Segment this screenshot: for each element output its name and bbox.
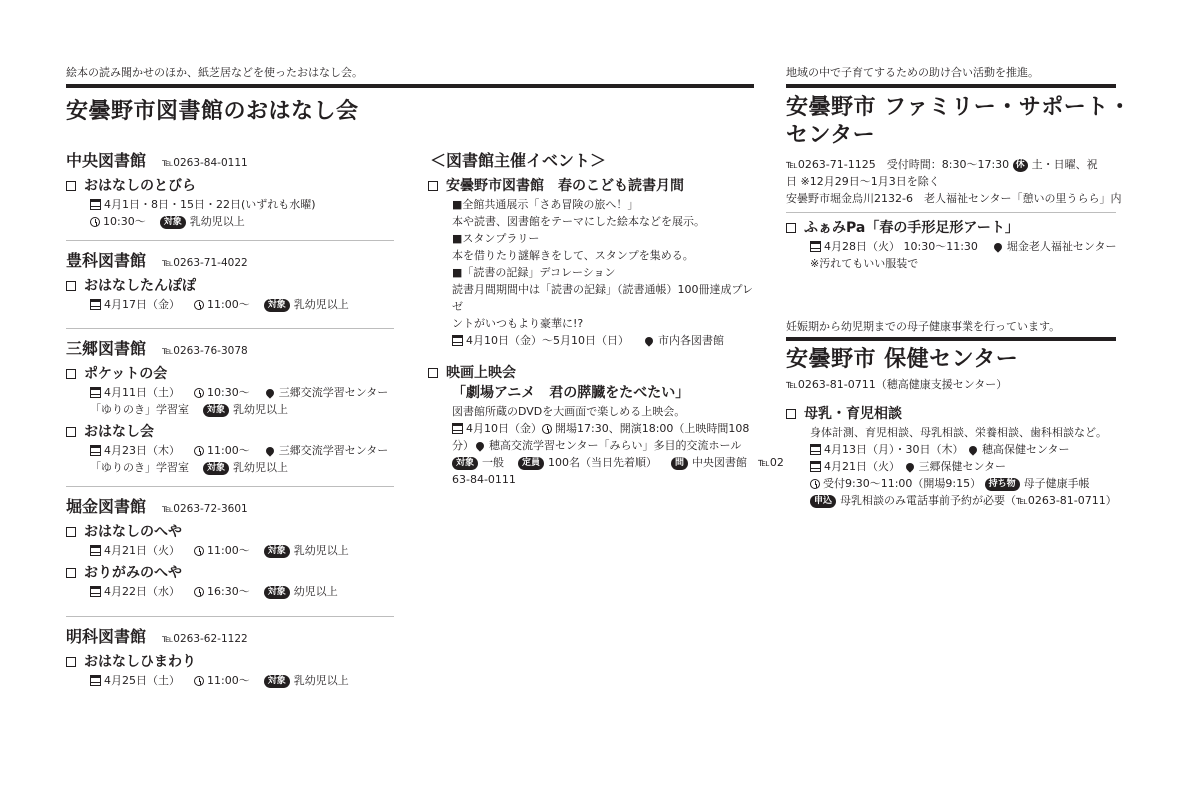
- left-divider: [66, 84, 754, 88]
- checkbox-icon[interactable]: [428, 181, 438, 191]
- label-badge: 問: [671, 457, 688, 470]
- event-body: [428, 196, 754, 332]
- meta-text: 4月22日（水）: [104, 585, 180, 598]
- event-subtitle: 「劇場アニメ 君の膵臓をたべたい」: [452, 385, 690, 401]
- event-item: [66, 522, 394, 559]
- library-block: [66, 626, 394, 689]
- checkbox-icon[interactable]: [66, 281, 76, 291]
- library-tel: ℡0263-76-3078: [162, 345, 248, 357]
- calendar-icon: [452, 423, 463, 434]
- meta-text: 11:00～: [207, 674, 250, 687]
- event-title: おはなしたんぽぽ: [66, 276, 394, 296]
- bring-badge: 持ち物: [985, 478, 1020, 491]
- library-block: [66, 250, 394, 313]
- event-note: ※汚れてもいい服装で: [810, 257, 919, 270]
- checkbox-icon[interactable]: [66, 427, 76, 437]
- clock-icon: [194, 587, 204, 597]
- library-tel: ℡0263-84-0111: [162, 157, 248, 169]
- event-item: [66, 422, 394, 476]
- event-desc: 身体計測、育児相談、母乳相談、栄養相談、歯科相談など。: [810, 426, 1107, 439]
- body-line: 本を借りたり謎解きをして、スタンプを集める。: [452, 249, 694, 262]
- meta-text: 分）: [452, 439, 474, 452]
- checkbox-icon[interactable]: [66, 181, 76, 191]
- event-meta: [428, 420, 784, 488]
- calendar-icon: [90, 675, 101, 686]
- health-intro: 妊娠期から幼児期までの母子健康事業を行っています。: [786, 320, 1061, 333]
- meta-text: 幼児以上: [293, 585, 338, 598]
- event-title: おりがみのへや: [66, 563, 394, 583]
- page-title: 安曇野市図書館のおはなし会: [66, 99, 359, 124]
- location-icon: [643, 335, 654, 346]
- calendar-icon: [452, 335, 463, 346]
- library-separator: [66, 486, 394, 487]
- meta-text: 乳幼児以上: [293, 298, 349, 311]
- family-divider: [786, 84, 1116, 88]
- event-item: [66, 652, 394, 689]
- calendar-icon: [810, 241, 821, 252]
- meta-text: 市内各図書館: [658, 334, 724, 347]
- event-meta: [428, 332, 754, 349]
- event-title: ふぁみPa「春の手形足形アート」: [786, 218, 1116, 238]
- location-icon: [992, 241, 1003, 252]
- meta-text: 11:00～: [207, 444, 250, 457]
- calendar-icon: [90, 199, 101, 210]
- event-title: 安曇野市図書館 春のこども読書月間: [428, 176, 754, 196]
- calendar-icon: [90, 545, 101, 556]
- body-line: ■スタンプラリー: [452, 232, 540, 245]
- checkbox-icon[interactable]: [66, 369, 76, 379]
- body-line: ■「読書の記録」デコレーション: [452, 266, 616, 279]
- label-badge: 対象: [264, 299, 290, 312]
- label-badge: 対象: [203, 404, 229, 417]
- calendar-icon: [90, 387, 101, 398]
- event-body: [428, 403, 754, 420]
- library-tel: ℡0263-62-1122: [162, 633, 248, 645]
- event-item: [66, 276, 394, 313]
- event-meta: 4月28日（火） 10:30～11:30 堀金老人福祉センター: [786, 238, 1116, 255]
- event-title: 映画上映会: [428, 363, 754, 383]
- label-badge: 定員: [518, 457, 544, 470]
- calendar-icon: [90, 299, 101, 310]
- checkbox-icon[interactable]: [66, 657, 76, 667]
- meta-text: 16:30～: [207, 585, 250, 598]
- health-title: 安曇野市 保健センター: [786, 347, 1019, 372]
- event-title: おはなしのとびら: [66, 176, 394, 196]
- apply-badge: 申込: [810, 495, 836, 508]
- family-title: 安曇野市 ファミリー・サポート・ センター: [786, 95, 1132, 148]
- event-title: おはなしのへや: [66, 522, 394, 542]
- meta-text: 中央図書館 ℡02: [692, 456, 784, 469]
- left-intro: 絵本の読み聞かせのほか、紙芝居などを使ったおはなし会。: [66, 66, 363, 79]
- meta-text: 4月23日（木）: [104, 444, 180, 457]
- location-icon: [264, 387, 275, 398]
- meta-text: 一般: [482, 456, 505, 469]
- location-icon: [967, 444, 978, 455]
- meta-text: 「ゆりのき」学習室: [90, 461, 189, 474]
- library-block: [66, 496, 394, 600]
- label-badge: 対象: [264, 586, 290, 599]
- library-separator: [66, 328, 394, 329]
- meta-text: 10:30～: [207, 386, 250, 399]
- checkbox-icon[interactable]: [66, 527, 76, 537]
- meta-text: 11:00～: [207, 298, 250, 311]
- meta-text: 乳幼児以上: [293, 674, 349, 687]
- checkbox-icon[interactable]: [786, 223, 796, 233]
- library-events-section: [428, 150, 784, 488]
- meta-text: 「ゆりのき」学習室: [90, 403, 189, 416]
- family-separator: [786, 212, 1116, 213]
- label-badge: 対象: [203, 462, 229, 475]
- clock-icon: [194, 446, 204, 456]
- clock-icon: [194, 300, 204, 310]
- label-badge: 対象: [160, 216, 186, 229]
- event-item: [66, 176, 394, 230]
- meta-text: 乳幼児以上: [233, 461, 289, 474]
- event-title: おはなし会: [66, 422, 394, 442]
- clock-icon: [542, 424, 552, 434]
- calendar-icon: [810, 444, 821, 455]
- meta-text: 乳幼児以上: [293, 544, 349, 557]
- event-title: ポケットの会: [66, 364, 394, 384]
- body-line: ■全館共通展示「さあ冒険の旅へ！」: [452, 198, 639, 211]
- calendar-icon: [810, 461, 821, 472]
- library-name: 三郷図書館: [66, 339, 147, 358]
- family-event: [786, 218, 1116, 272]
- clock-icon: [90, 217, 100, 227]
- library-name: 豊科図書館: [66, 251, 147, 270]
- calendar-icon: [90, 586, 101, 597]
- meta-text: 4月10日（金）: [466, 422, 542, 435]
- event-item: [66, 563, 394, 600]
- meta-text: 4月10日（金）～5月10日（日）: [466, 334, 629, 347]
- library-tel: ℡0263-72-3601: [162, 503, 248, 515]
- health-event: 母乳・育児相談 身体計測、育児相談、母乳相談、栄養相談、歯科相談など。 4月13日（月）・30日（木） 穂高保健センター 4月21日（火） 三郷保健センター 受付9:30～11:00（開場9:15） 持ち物 母子健康手帳 申込 母乳相談のみ電話事前予約が必要（℡0263-81-0711）: [786, 404, 1116, 509]
- meta-text: 穂高交流学習センター「みらい」多目的交流ホール: [489, 439, 742, 452]
- health-tel: ℡0263-81-0711（穂高健康支援センター）: [786, 378, 1008, 391]
- library-name: 明科図書館: [66, 627, 147, 646]
- clock-icon: [194, 546, 204, 556]
- meta-text: 63-84-0111: [452, 473, 516, 486]
- body-line: 本や読書、図書館をテーマにした絵本などを展示。: [452, 215, 705, 228]
- label-badge: 対象: [264, 675, 290, 688]
- body-line: ントがいつもより豪華に!?: [452, 317, 584, 330]
- body-line: 読書月間期間中は「読書の記録」（読書通帳）100冊達成プレゼ: [452, 283, 754, 313]
- calendar-icon: [90, 445, 101, 456]
- event-reading-month: [428, 176, 754, 349]
- library-separator: [66, 240, 394, 241]
- checkbox-icon[interactable]: [66, 568, 76, 578]
- library-block: [66, 150, 394, 230]
- event-title: おはなしひまわり: [66, 652, 394, 672]
- checkbox-icon[interactable]: [428, 368, 438, 378]
- meta-text: 4月25日（土）: [104, 674, 180, 687]
- meta-text: 4月21日（火）: [104, 544, 180, 557]
- meta-text: 11:00～: [207, 544, 250, 557]
- meta-text: 4月1日・8日・15日・22日(いずれも水曜): [104, 198, 316, 211]
- event-movie: [428, 363, 784, 488]
- family-info: ℡0263-71-1125 受付時間：8:30～17:30 休 土・日曜、祝 日 ※12月29日～1月3日を除く 安曇野市堀金烏川2132-6 老人福祉センター「憩いの里うらら」内: [786, 158, 1122, 205]
- clock-icon: [810, 479, 820, 489]
- event-item: [66, 364, 394, 418]
- family-intro: 地域の中で子育てするための助け合い活動を推進。: [786, 66, 1039, 79]
- label-badge: 対象: [264, 545, 290, 558]
- health-divider: [786, 337, 1116, 341]
- meta-text: 乳幼児以上: [233, 403, 289, 416]
- body-line: 図書館所蔵のDVDを大画面で楽しめる上映会。: [452, 405, 686, 418]
- location-icon: [474, 440, 485, 451]
- meta-text: 10:30～: [103, 215, 146, 228]
- clock-icon: [194, 388, 204, 398]
- label-badge: 対象: [452, 457, 478, 470]
- meta-text: 乳幼児以上: [189, 215, 245, 228]
- meta-text: 三郷交流学習センター: [278, 444, 389, 457]
- meta-text: 4月11日（土）: [104, 386, 180, 399]
- center-heading: ＜図書館主催イベント＞: [430, 151, 607, 170]
- closed-badge: 休: [1013, 159, 1028, 172]
- library-separator: [66, 616, 394, 617]
- library-block: [66, 338, 394, 476]
- checkbox-icon[interactable]: [786, 409, 796, 419]
- meta-text: 開場17:30、開演18:00（上映時間108: [555, 422, 750, 435]
- location-icon: [264, 445, 275, 456]
- library-name: 堀金図書館: [66, 497, 147, 516]
- meta-text: 100名（当日先着順）: [548, 456, 658, 469]
- event-title: 母乳・育児相談: [786, 404, 1116, 424]
- meta-text: 4月17日（金）: [104, 298, 180, 311]
- library-tel: ℡0263-71-4022: [162, 257, 248, 269]
- location-icon: [904, 461, 915, 472]
- clock-icon: [194, 676, 204, 686]
- library-name: 中央図書館: [66, 151, 147, 170]
- meta-text: 三郷交流学習センター: [278, 386, 389, 399]
